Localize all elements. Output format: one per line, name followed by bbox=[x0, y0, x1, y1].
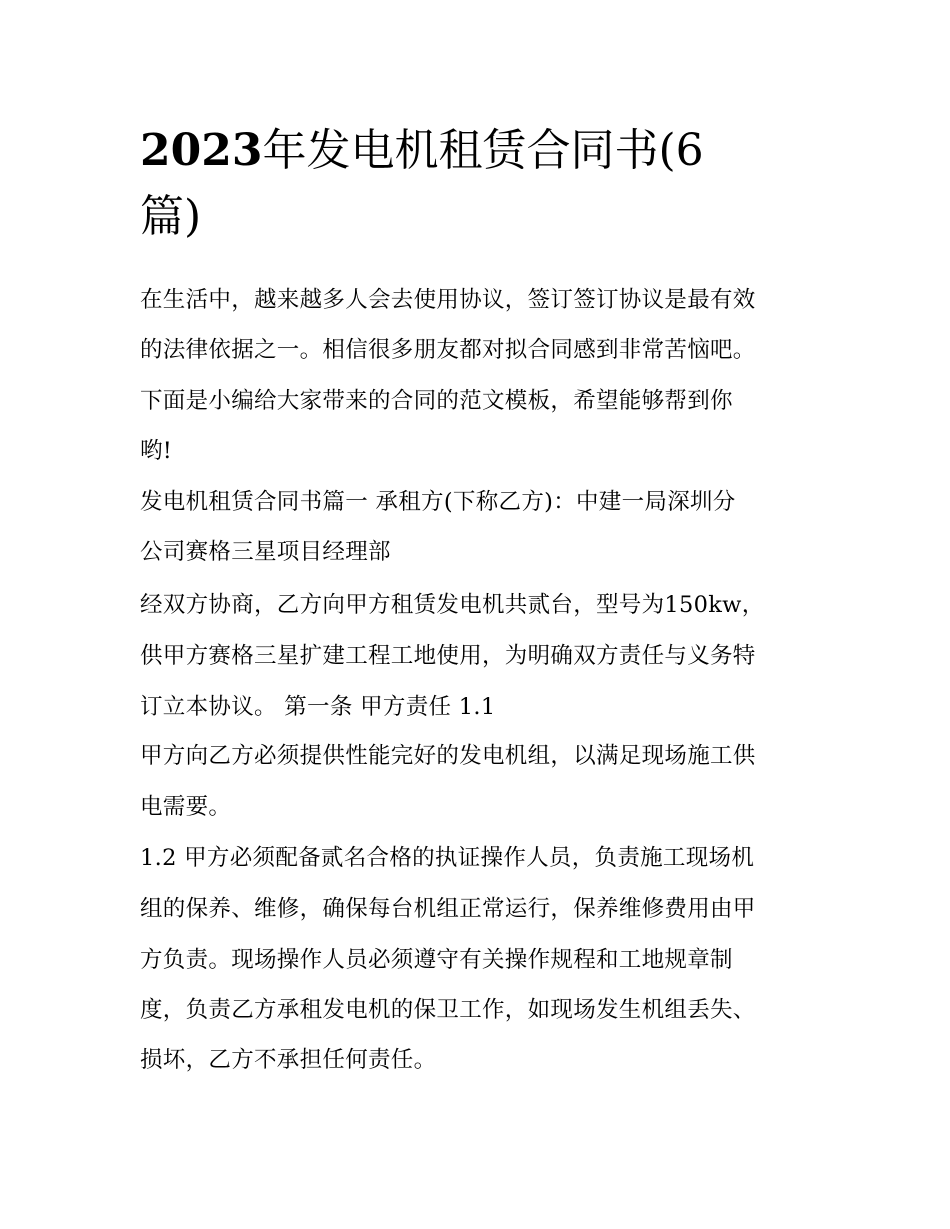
body-line: 方负责。现场操作人员必须遵守有关操作规程和工地规章制 bbox=[140, 947, 733, 973]
body-line: 组的保养、维修，确保每台机组正常运行，保养维修费用由甲 bbox=[140, 896, 756, 922]
document-title bbox=[140, 118, 820, 250]
body-line: 经双方协商，乙方向甲方租赁发电机共贰台，型号为150kw， bbox=[140, 592, 765, 618]
body-line: 订立本协议。 第一条 甲方责任 1.1 bbox=[140, 694, 496, 720]
body-line: 供甲方赛格三星扩建工程工地使用，为明确双方责任与义务特 bbox=[140, 643, 756, 669]
body-line: 哟! bbox=[140, 438, 173, 464]
body-line: 损坏，乙方不承担任何责任。 bbox=[140, 1047, 437, 1073]
body-line: 发电机租赁合同书篇一 承租方(下称乙方)：中建一局深圳分 bbox=[140, 489, 736, 515]
body-line: 在生活中，越来越多人会去使用协议，签订签订协议是最有效 bbox=[140, 287, 756, 313]
body-line: 的法律依据之一。相信很多朋友都对拟合同感到非常苦恼吧。 bbox=[140, 337, 756, 363]
body-line: 甲方向乙方必须提供性能完好的发电机组，以满足现场施工供 bbox=[140, 743, 756, 769]
title-text-line1: 年发电机租赁合同书(6 bbox=[262, 125, 704, 176]
title-text-line2: 篇) bbox=[140, 191, 202, 242]
body-line: 1.2 甲方必须配备贰名合格的执证操作人员，负责施工现场机 bbox=[140, 845, 755, 871]
body-line: 下面是小编给大家带来的合同的范文模板，希望能够帮到你 bbox=[140, 388, 733, 414]
title-year: 2023 bbox=[140, 125, 263, 176]
body-line: 公司赛格三星项目经理部 bbox=[140, 539, 391, 565]
body-line: 度，负责乙方承租发电机的保卫工作，如现场发生机组丢失、 bbox=[140, 997, 756, 1023]
body-line: 电需要。 bbox=[140, 794, 232, 820]
